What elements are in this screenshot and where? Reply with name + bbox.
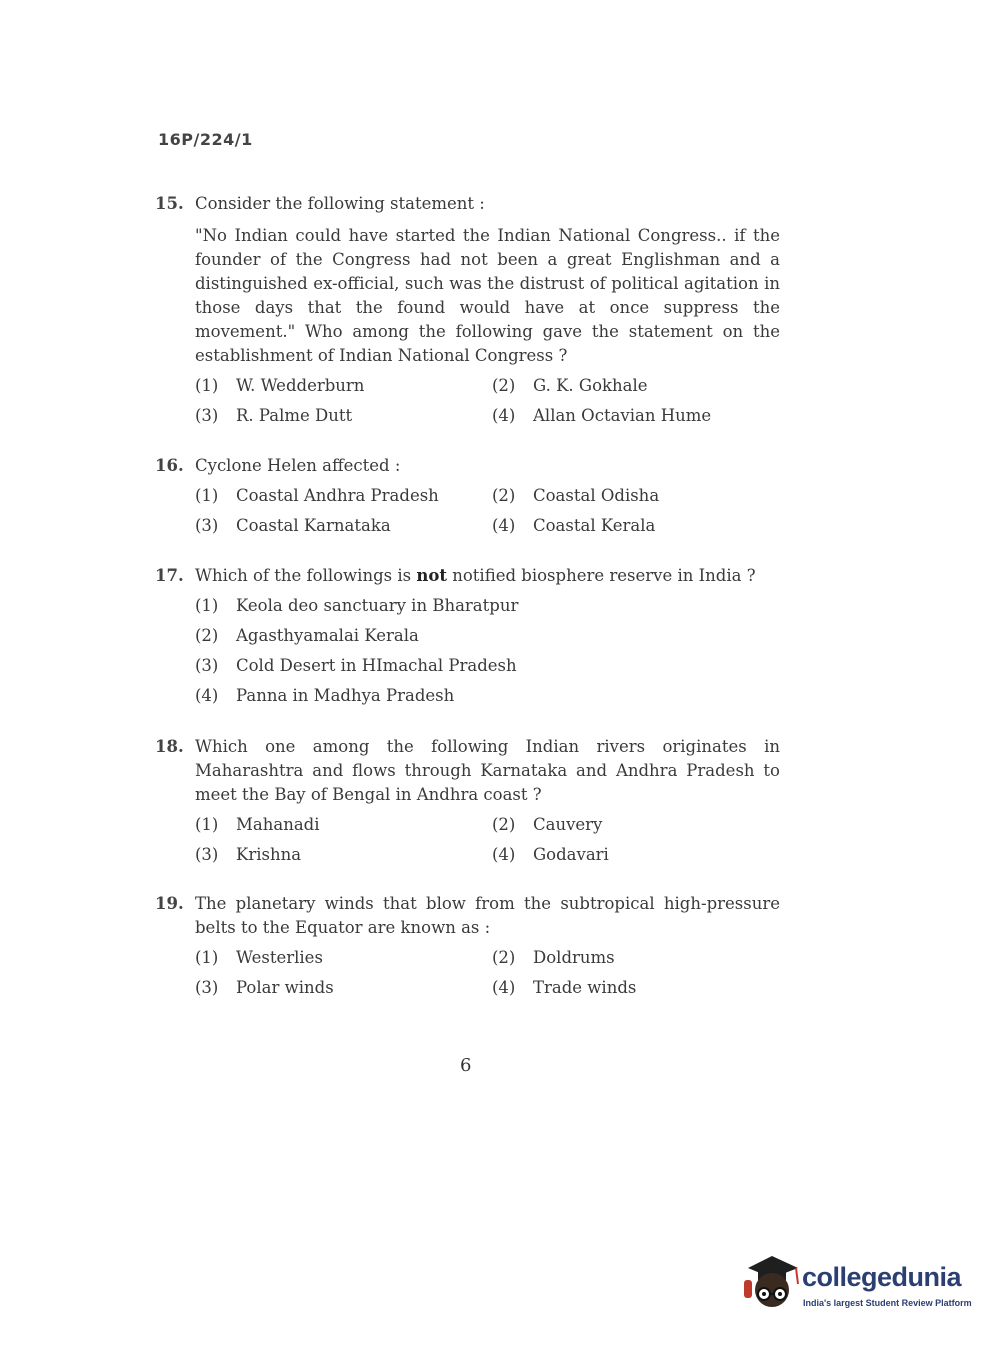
question-number: 18.: [155, 737, 184, 756]
option-4[interactable]: (4) Coastal Kerala: [492, 516, 656, 535]
question-quote: "No Indian could have started the Indian National Congress.. if the founder of the Congress had not been a great Englishman and a distinguished ex-official, such was the distrust of political agitation in those days that the found would have at once suppress the movement." Who among the following gave the statement on the establishment of Indian National Congress ?: [195, 226, 780, 365]
question-15: [155, 192, 780, 428]
page-number: 6: [460, 1055, 472, 1076]
question-18: [155, 735, 780, 867]
option-2[interactable]: (2) Agasthyamalai Kerala: [195, 626, 419, 645]
option-3[interactable]: (3) Cold Desert in HImachal Pradesh: [195, 656, 517, 675]
question-16: [155, 454, 780, 538]
options: [195, 946, 780, 1000]
emphasis: not: [416, 566, 447, 585]
option-3[interactable]: (3) Krishna: [195, 845, 302, 864]
options: [195, 594, 780, 708]
option-1[interactable]: (1) Coastal Andhra Pradesh: [195, 486, 439, 505]
option-4[interactable]: (4) Panna in Madhya Pradesh: [195, 686, 455, 705]
question-stem: Which of the followings is not notified biosphere reserve in India ?: [195, 566, 756, 585]
question-number: 17.: [155, 566, 184, 585]
option-1[interactable]: (1) Westerlies: [195, 948, 323, 967]
options: [195, 813, 780, 867]
option-1[interactable]: (1) Mahanadi: [195, 815, 320, 834]
option-2[interactable]: (2) Coastal Odisha: [492, 486, 660, 505]
question-19: [155, 892, 780, 1000]
question-number: 16.: [155, 456, 184, 475]
options: [195, 374, 780, 428]
question-stem: Which one among the following Indian rivers originates in Maharashtra and flows through Karnataka and Andhra Pradesh to meet the Bay of Bengal in Andhra coast ?: [195, 737, 780, 804]
question-number: 15.: [155, 194, 184, 213]
logo-wordmark: collegedunia: [802, 1262, 962, 1292]
option-2[interactable]: (2) G. K. Gokhale: [492, 376, 648, 395]
option-1[interactable]: (1) W. Wedderburn: [195, 376, 365, 395]
question-number: 19.: [155, 894, 184, 913]
option-3[interactable]: (3) Polar winds: [195, 978, 334, 997]
option-3[interactable]: (3) Coastal Karnataka: [195, 516, 391, 535]
mascot-icon: [742, 1250, 804, 1316]
options: [195, 484, 780, 538]
option-4[interactable]: (4) Trade winds: [492, 978, 637, 997]
option-1[interactable]: (1) Keola deo sanctuary in Bharatpur: [195, 596, 519, 615]
option-2[interactable]: (2) Cauvery: [492, 815, 603, 834]
option-2[interactable]: (2) Doldrums: [492, 948, 615, 967]
question-stem: Consider the following statement :: [195, 194, 485, 213]
option-4[interactable]: (4) Allan Octavian Hume: [492, 406, 712, 425]
option-3[interactable]: (3) R. Palme Dutt: [195, 406, 353, 425]
option-4[interactable]: (4) Godavari: [492, 845, 609, 864]
logo-tagline: India's largest Student Review Platform: [803, 1298, 972, 1308]
question-stem: The planetary winds that blow from the subtropical high-pressure belts to the Equator are known as :: [195, 894, 780, 937]
collegedunia-logo: [742, 1250, 972, 1320]
question-stem: Cyclone Helen affected :: [195, 456, 401, 475]
question-17: [155, 564, 780, 708]
paper-code: 16P/224/1: [158, 130, 253, 149]
